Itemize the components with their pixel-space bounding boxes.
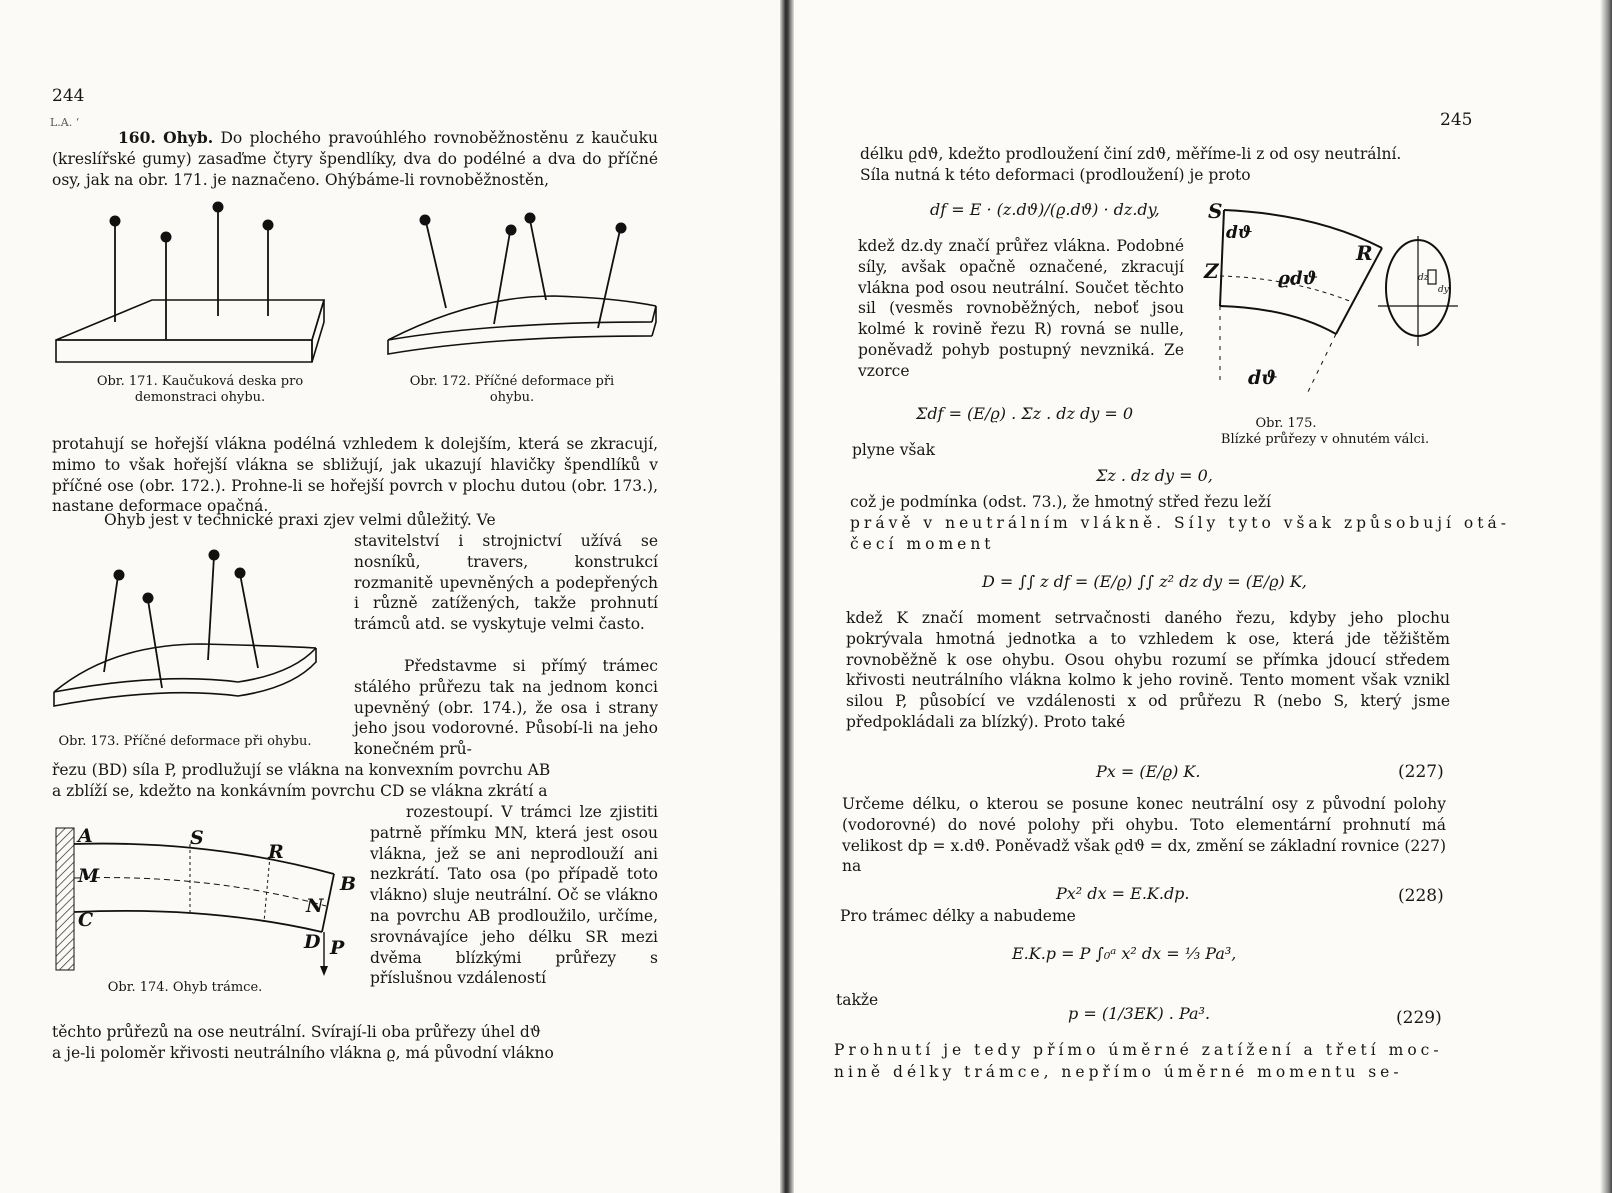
figure-172	[384, 204, 660, 370]
fig174-label-n: N	[306, 895, 324, 917]
paragraph-4-end-a: těchto průřezů na ose neutrální. Svírají-li oba průřezy úhel dϑ	[52, 1023, 541, 1041]
page-edge	[1600, 0, 1612, 1193]
corner-mark: L.A. ‘	[50, 116, 80, 129]
fig175-label-r: R	[1356, 241, 1373, 265]
fig175-label-z: Z	[1204, 259, 1219, 283]
section-number: 160.	[118, 128, 156, 147]
paragraph-4-continued: rozestoupí. V trámci lze zjistiti patrně přímku MN, která jest osou vlákna, jež se ani neprodlouží ani nezkrátí. Tato osa (po případě toto vlákno) sluje neutrální. Oč se vlákno na povrchu AB prodloužilo, určíme, srovnávajíce jeho délku SR mezi dvěma blízkými průřezy s příslušnou vzdáleností	[370, 803, 658, 988]
right-line-1: délku ϱdϑ, kdežto prodloužení činí zdϑ, měříme-li z od osy neutrální.	[860, 145, 1402, 163]
paragraph-cond-3: čecí moment	[850, 535, 995, 553]
fig173-caption: Obr. 173. Příčné deformace při ohybu.	[58, 734, 312, 749]
fig175-label-dtheta-bottom: dϑ	[1248, 367, 1278, 389]
fig174-label-d: D	[304, 931, 321, 953]
equation-moment-d: D = ∫∫ z df = (E/ϱ) ∫∫ z² dz dy = (E/ϱ) K,	[982, 572, 1307, 591]
paragraph-where: kdež dz.dy značí průřez vlákna. Podobné síly, avšak opačně označené, zkracují vlákna pod osou neutrální. Součet těchto sil (vesměs rovnoběžných, neboť jsou kolmé k rovině řezu R) rovná se nulle, poněvadž pohyb postupný nevzniká. Ze vzorce	[858, 237, 1184, 380]
fig175-label-s: S	[1208, 199, 1223, 223]
fig175-label-dy: dy	[1438, 285, 1449, 295]
equation-229-number: (229)	[1396, 1008, 1442, 1028]
fig174-label-c: C	[78, 909, 94, 931]
equation-sum2: Σz . dz dy = 0,	[1096, 466, 1213, 485]
paragraph-2: protahují se hořejší vlákna podélná vzhledem k dolejším, která se zkracují, mimo to však hořejší vlákna se sbližují, jak ukazují hlavičky špendlíků v příčné ose (obr. 172.). Prohne-li se hořejší povrch v plochu dutou (obr. 173.), nastane deformace opačná.	[52, 435, 658, 516]
fig174-label-a: A	[78, 825, 93, 847]
fig175-caption-title: Obr. 175.	[1255, 416, 1317, 431]
fig174-label-b: B	[340, 873, 357, 895]
equation-227-number: (227)	[1398, 762, 1444, 782]
book-gutter	[780, 0, 794, 1193]
equation-228: Px² dx = E.K.dp.	[1056, 884, 1190, 903]
equation-228-number: (228)	[1398, 886, 1444, 906]
paragraph-3-rest: stavitelství i strojnictví užívá se nosníků, travers, konstrukcí rozmanitě upevněných a podepřených i různě zatížených, takže prohnutí trámců atd. se vyskytuje velmi často.	[354, 532, 658, 634]
fig175-label-rho-dtheta: ϱdϑ	[1278, 268, 1318, 289]
fig174-label-s: S	[190, 827, 204, 849]
paragraph-4-line-b: a zblíží se, kdežto na konkávním povrchu CD se vlákna zkrátí a	[52, 782, 548, 800]
figure-174	[50, 826, 360, 976]
fig174-label-m: M	[78, 865, 100, 887]
fig175-label-dtheta-top: dϑ	[1226, 223, 1253, 243]
paragraph-4-end-b: a je-li poloměr křivosti neutrálního vlákna ϱ, má původní vlákno	[52, 1044, 554, 1062]
figure-171	[52, 198, 342, 368]
equation-227: Px = (E/ϱ) K.	[1096, 762, 1201, 781]
paragraph-determine: Určeme délku, o kterou se posune konec neutrální osy z původní polohy (vodorovné) do nové polohy při ohybu. Toto elementární prohnutí má velikost dp = x.dϑ. Poněvadž však ϱdϑ = dx, změní se základní rovnice (227) na	[842, 795, 1446, 876]
section-intro	[52, 128, 658, 190]
paragraph-k: kdež K značí moment setrvačnosti daného řezu, kdyby jeho plochu pokrývala hmotná jednotka a to vzhledem k ose, která jde těžištěm rovnoběžně k ose ohybu. Osou ohybu rozumí se přímka jdoucí středem křivosti neutrálního vlákna kolmo k jeho rovině. Tento moment však vznikl silou P, působící ve vzdálenosti x od průřezu R (nebo S, který jsme předpokládali za blízký). Proto také	[846, 609, 1450, 731]
fig174-caption: Obr. 174. Ohyb trámce.	[107, 980, 263, 995]
equation-df: df = E · (z.dϑ)/(ϱ.dϑ) · dz.dy,	[930, 200, 1160, 219]
fig175-label-dz: dz	[1418, 273, 1429, 283]
equation-229: p = (1/3EK) . Pa³.	[1068, 1004, 1211, 1023]
fig172-caption: Obr. 172. Příčné deformace při ohybu.	[409, 374, 615, 405]
text-pro-tramec: Pro trámec délky a nabudeme	[840, 907, 1076, 925]
section-intro-text: Do plochého pravoúhlého rovnoběžnostěnu z kaučuku (kreslířské gumy) zasaďme čtyry špendlíky, dva do podélné a dva do příčné osy, jak na obr. 171. je naznačeno. Ohýbáme-li rovnoběžnostěn,	[52, 129, 658, 189]
fig171-caption: Obr. 171. Kaučuková deska pro demonstraci ohybu.	[96, 374, 304, 405]
fig174-label-p: P	[330, 937, 345, 959]
text-plyne: plyne však	[852, 441, 936, 459]
right-line-2: Síla nutná k této deformaci (prodloužení) je proto	[860, 166, 1251, 184]
final-line-1: Prohnutí je tedy přímo úměrné zatížení a třetí moc-	[834, 1041, 1443, 1059]
figure-173	[52, 548, 324, 720]
page-number-left: 244	[52, 86, 85, 106]
figure-175	[1196, 196, 1468, 410]
section-title: Ohyb.	[163, 128, 214, 147]
equation-integral: E.K.p = P ∫₀ᵃ x² dx = ⅓ Pa³,	[1012, 944, 1237, 963]
paragraph-4-start: Představme si přímý trámec stálého průřezu tak na jednom konci upevněný (obr. 174.), že osa i strany jeho jsou vodorovné. Působí-li na jeho konečném prů-	[354, 657, 658, 759]
equation-sum: Σdf = (E/ϱ) . Σz . dz dy = 0	[916, 404, 1134, 423]
paragraph-4-line-a: řezu (BD) síla P, prodlužují se vlákna na konvexním povrchu AB	[52, 761, 551, 779]
paragraph-cond-2: právě v neutrálním vlákně. Síly tyto však způsobují otá-	[850, 514, 1510, 532]
text-takze: takže	[836, 991, 879, 1009]
final-line-2: nině délky trámce, nepřímo úměrné momentu se-	[834, 1063, 1403, 1081]
paragraph-cond-1: což je podmínka (odst. 73.), že hmotný střed řezu leží	[850, 493, 1271, 511]
paragraph-3-first-line: Ohyb jest v technické praxi zjev velmi důležitý. Ve	[104, 511, 496, 529]
fig174-label-r: R	[268, 841, 284, 863]
page-number-right: 245	[1440, 110, 1473, 130]
fig175-caption-text: Blízké průřezy v ohnutém válci.	[1220, 432, 1430, 447]
